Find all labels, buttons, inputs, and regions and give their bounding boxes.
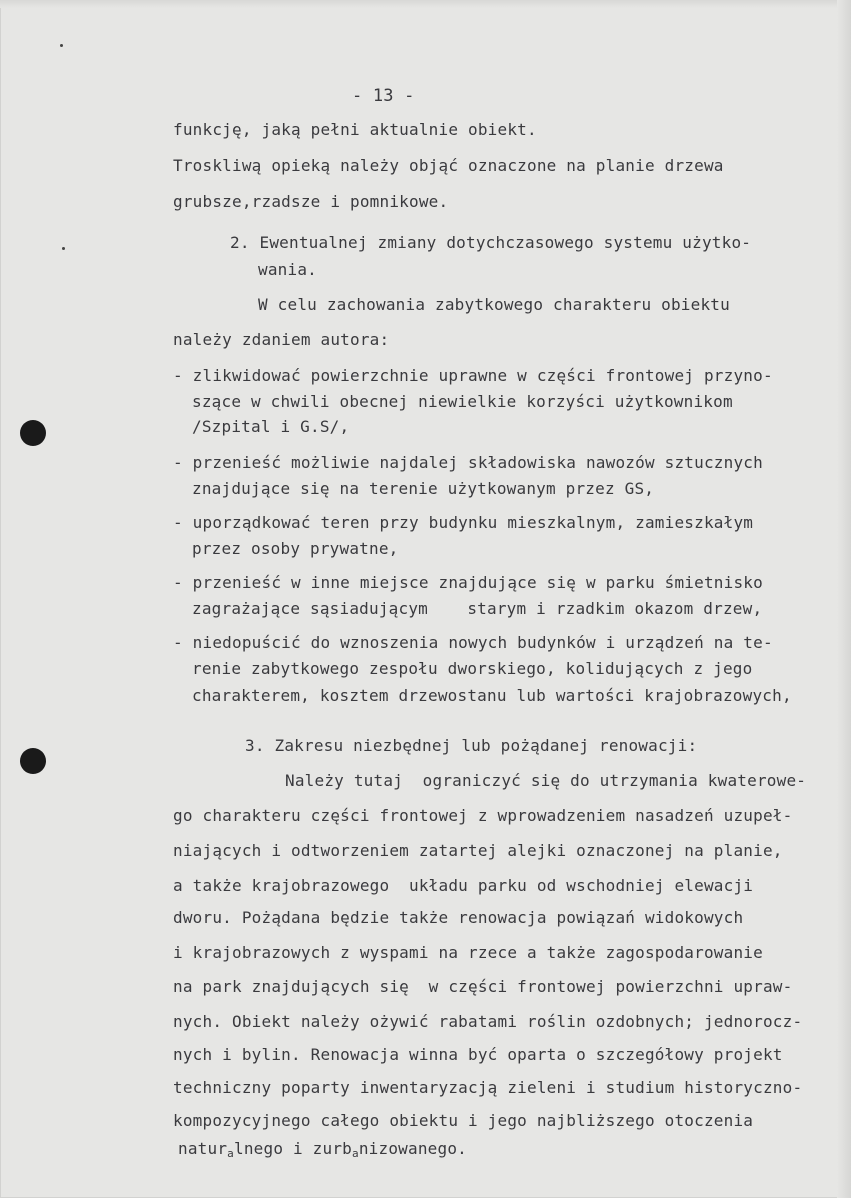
text-line: zagrażające sąsiadującym starym i rzadkim okazom drzew, xyxy=(192,599,763,618)
section-heading-2: 2. Ewentualnej zmiany dotychczasowego systemu użytko- xyxy=(230,233,752,252)
text-line: na park znajdujących się w części frontowej powierzchni upraw- xyxy=(173,977,793,996)
binder-hole-top xyxy=(20,420,46,446)
text-line: należy zdaniem autora: xyxy=(173,330,390,349)
text-line: W celu zachowania zabytkowego charakteru obiektu xyxy=(258,295,730,314)
text-line: nych i bylin. Renowacja winna być oparta o szczegółowy projekt xyxy=(173,1045,783,1064)
list-item: - przenieść w inne miejsce znajdujące się w parku śmietnisko xyxy=(173,573,763,592)
text-line: renie zabytkowego zespołu dworskiego, kolidujących z jego xyxy=(192,659,753,678)
text-line: funkcję, jaką pełni aktualnie obiekt. xyxy=(173,120,537,139)
text-line: techniczny poparty inwentaryzacją zieleni i studium historyczno- xyxy=(173,1078,803,1097)
text-line-last xyxy=(178,1139,467,1164)
text-line: niających i odtworzeniem zatartej alejki oznaczonej na planie, xyxy=(173,841,783,860)
text-line: kompozycyjnego całego obiektu i jego najbliższego otoczenia xyxy=(173,1111,754,1130)
text-line: znajdujące się na terenie użytkowanym przez GS, xyxy=(192,479,655,498)
list-item: - przenieść możliwie najdalej składowiska nawozów sztucznych xyxy=(173,453,763,472)
list-item: - zlikwidować powierzchnie uprawne w części frontowej przyno- xyxy=(173,366,773,385)
text-line: a także krajobrazowego układu parku od wschodniej elewacji xyxy=(173,876,754,895)
subscript-letter: a xyxy=(227,1147,234,1160)
paper-speck xyxy=(62,247,65,250)
text-line: nych. Obiekt należy ożywić rabatami roślin ozdobnych; jednorocz- xyxy=(173,1012,803,1031)
page-right-edge xyxy=(837,0,851,1198)
list-item: - uporządkować teren przy budynku mieszkalnym, zamieszkałym xyxy=(173,513,754,532)
text-fragment: nizowanego. xyxy=(358,1139,467,1158)
list-item: - niedopuścić do wznoszenia nowych budynków i urządzeń na te- xyxy=(173,633,773,652)
text-line: szące w chwili obecnej niewielkie korzyści użytkownikom xyxy=(192,392,733,411)
text-line: Troskliwą opieką należy objąć oznaczone na planie drzewa xyxy=(173,156,724,175)
text-line: /Szpital i G.S/, xyxy=(192,417,350,436)
text-line: wania. xyxy=(258,260,317,279)
text-fragment: lnego i zurb xyxy=(234,1139,352,1158)
text-line: przez osoby prywatne, xyxy=(192,539,399,558)
text-line: i krajobrazowych z wyspami na rzece a także zagospodarowanie xyxy=(173,943,763,962)
section-heading-3: 3. Zakresu niezbędnej lub pożądanej renowacji: xyxy=(245,736,698,755)
text-line: dworu. Pożądana będzie także renowacja powiązań widokowych xyxy=(173,908,744,927)
subscript-letter: a xyxy=(352,1147,359,1160)
text-line: grubsze,rzadsze i pomnikowe. xyxy=(173,192,449,211)
text-line: go charakteru części frontowej z wprowadzeniem nasadzeń uzupeł- xyxy=(173,806,793,825)
text-line: charakterem, kosztem drzewostanu lub wartości krajobrazowych, xyxy=(192,686,792,705)
binder-hole-bottom xyxy=(20,748,46,774)
page-top-edge xyxy=(0,0,851,8)
text-fragment: natur xyxy=(178,1139,228,1158)
page-number: - 13 - xyxy=(352,86,415,106)
text-line: Należy tutaj ograniczyć się do utrzymania kwaterowe- xyxy=(285,771,807,790)
paper-speck xyxy=(60,44,63,47)
